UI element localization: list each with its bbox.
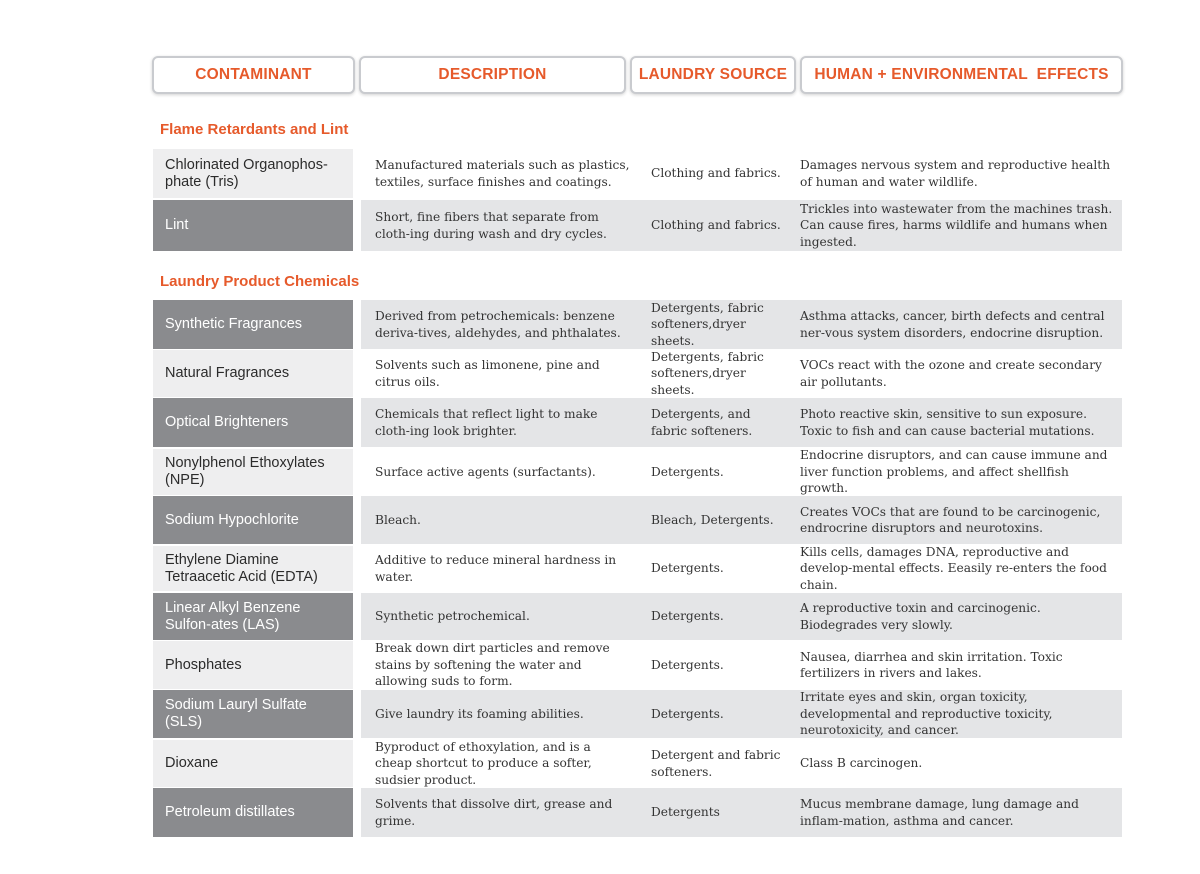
contaminant-name-text: Natural Fragrances	[165, 365, 290, 381]
effects-cell	[791, 398, 1122, 447]
description-cell-text: Solvents that dissolve dirt, grease and grime.	[375, 797, 613, 828]
description-cell-text: Short, fine fibers that separate from cloth-ing during wash and dry cycles.	[375, 210, 607, 241]
description-cell	[361, 740, 637, 787]
laundry-source-cell-text: Detergents.	[651, 561, 724, 576]
contaminant-name	[153, 740, 353, 787]
header-effects	[800, 56, 1123, 94]
description-cell	[361, 449, 637, 495]
laundry-source-cell-text: Detergents	[651, 805, 720, 820]
contaminant-name-text: Dioxane	[165, 755, 219, 771]
description-cell	[361, 149, 637, 198]
description-cell	[361, 593, 637, 640]
contaminant-name-text: Lint	[165, 217, 189, 233]
effects-cell-text: Damages nervous system and reproductive health of human and water wildlife.	[800, 158, 1111, 189]
contaminant-name	[153, 300, 353, 349]
contaminant-name	[153, 449, 353, 495]
laundry-source-cell	[642, 690, 792, 738]
section-title: Laundry Product Chemicals	[160, 273, 360, 290]
description-cell	[361, 350, 637, 397]
laundry-source-cell-text: Detergents.	[651, 706, 724, 721]
contaminant-name-text: Phosphates	[165, 656, 242, 673]
laundry-source-cell	[642, 788, 792, 837]
header-contaminant	[152, 56, 355, 94]
contaminant-name	[153, 788, 353, 837]
effects-cell	[791, 740, 1122, 787]
description-cell-text: Chemicals that reflect light to make cloth-ing look brighter.	[375, 407, 598, 438]
laundry-source-cell	[642, 350, 792, 397]
contaminant-name-text: Optical Brighteners	[165, 414, 289, 430]
effects-cell	[791, 200, 1122, 251]
header-laundry-source	[630, 56, 796, 94]
contaminant-name-text: Synthetic Fragrances	[165, 316, 303, 332]
description-cell	[361, 398, 637, 447]
laundry-source-cell	[642, 740, 792, 787]
section-title: Flame Retardants and Lint	[160, 121, 349, 138]
description-cell	[361, 690, 637, 738]
description-cell	[361, 546, 637, 591]
effects-cell	[791, 449, 1122, 495]
effects-cell	[791, 546, 1122, 591]
effects-cell	[791, 300, 1122, 349]
description-cell	[361, 200, 637, 251]
laundry-source-cell-text: Detergents, fabric softeners,dryer sheets.	[651, 300, 764, 348]
description-cell-text: Manufactured materials such as plastics, textiles, surface finishes and coatings.	[375, 158, 630, 189]
effects-cell	[791, 496, 1122, 544]
contaminant-name-text: Sodium Lauryl Sulfate (SLS)	[165, 697, 307, 730]
laundry-source-cell-text: Detergents, fabric softeners,dryer sheets.	[651, 349, 764, 397]
laundry-source-cell-text: Bleach, Detergents.	[651, 512, 774, 527]
header-effects-label: HUMAN + ENVIRONMENTAL EFFECTS	[814, 66, 1109, 83]
contaminant-name-text: Sodium Hypochlorite	[165, 511, 299, 528]
effects-cell-text: Photo reactive skin, sensitive to sun exposure. Toxic to fish and can cause bacterial mutations.	[800, 407, 1095, 438]
laundry-source-cell	[642, 300, 792, 349]
description-cell-text: Surface active agents (surfactants).	[375, 464, 596, 479]
contaminant-name	[153, 350, 353, 397]
effects-cell-text: Mucus membrane damage, lung damage and inflam-mation, asthma and cancer.	[800, 797, 1079, 828]
laundry-source-cell-text: Detergents.	[651, 464, 724, 479]
effects-cell	[791, 350, 1122, 397]
header-description-label: DESCRIPTION	[438, 66, 547, 83]
effects-cell-text: Nausea, diarrhea and skin irritation. Toxic fertilizers in rivers and lakes.	[800, 649, 1063, 680]
effects-cell-text: Endocrine disruptors, and can cause immune and liver function problems, and affect shellfish growth.	[800, 448, 1108, 496]
header-laundry-source-label: LAUNDRY SOURCE	[638, 66, 788, 83]
description-cell-text: Derived from petrochemicals: benzene deriva-tives, aldehydes, and phthalates.	[375, 309, 621, 340]
contaminant-name	[153, 149, 353, 198]
header-description	[359, 56, 626, 94]
description-cell-text: Solvents such as limonene, pine and citrus oils.	[375, 358, 600, 389]
effects-cell-text: Trickles into wastewater from the machines trash. Can cause fires, harms wildlife and humans when ingested.	[800, 201, 1113, 249]
description-cell-text: Synthetic petrochemical.	[375, 609, 530, 624]
contaminant-name	[153, 593, 353, 640]
laundry-source-cell-text: Detergents.	[651, 609, 724, 624]
effects-cell	[791, 641, 1122, 689]
effects-cell-text: Class B carcinogen.	[800, 756, 923, 771]
laundry-source-cell-text: Clothing and fabrics.	[651, 166, 781, 181]
contaminant-name-text: Chlorinated Organophos- phate (Tris)	[165, 156, 328, 190]
laundry-source-cell-text: Detergents.	[651, 657, 724, 672]
laundry-source-cell	[642, 149, 792, 198]
contaminant-name-text: Nonylphenol Ethoxylates (NPE)	[165, 455, 325, 488]
effects-cell	[791, 593, 1122, 640]
laundry-source-cell	[642, 546, 792, 591]
contaminant-name	[153, 690, 353, 738]
effects-cell	[791, 788, 1122, 837]
effects-cell-text: Asthma attacks, cancer, birth defects and central ner-vous system disorders, endocrine disruption.	[800, 309, 1105, 340]
contaminant-name-text: Linear Alkyl Benzene Sulfon-ates (LAS)	[165, 599, 301, 633]
description-cell-text: Bleach.	[375, 512, 421, 527]
laundry-source-cell	[642, 398, 792, 447]
laundry-source-cell	[642, 449, 792, 495]
description-cell-text: Byproduct of ethoxylation, and is a cheap shortcut to produce a softer, sudsier product.	[375, 739, 592, 787]
description-cell-text: Break down dirt particles and remove stains by softening the water and allowing suds to form.	[375, 641, 610, 689]
laundry-source-cell	[642, 200, 792, 251]
description-cell-text: Additive to reduce mineral hardness in water.	[375, 553, 617, 584]
description-cell	[361, 300, 637, 349]
contaminant-name	[153, 398, 353, 447]
contaminant-name	[153, 200, 353, 251]
effects-cell	[791, 690, 1122, 738]
description-cell	[361, 788, 637, 837]
contaminant-name-text: Petroleum distillates	[165, 804, 295, 820]
effects-cell-text: Kills cells, damages DNA, reproductive and develop-mental effects. Eeasily re-enters the food chain.	[800, 544, 1107, 592]
laundry-source-cell	[642, 496, 792, 544]
laundry-source-cell-text: Clothing and fabrics.	[651, 218, 781, 233]
description-cell	[361, 496, 637, 544]
contaminant-name	[153, 496, 353, 544]
laundry-source-cell	[642, 593, 792, 640]
contaminant-name	[153, 641, 353, 689]
laundry-source-cell-text: Detergents, and fabric softeners.	[651, 407, 753, 438]
header-contaminant-label: CONTAMINANT	[195, 66, 312, 83]
effects-cell	[791, 149, 1122, 198]
effects-cell-text: VOCs react with the ozone and create secondary air pollutants.	[800, 358, 1102, 389]
contaminant-name	[153, 546, 353, 591]
effects-cell-text: A reproductive toxin and carcinogenic. Biodegrades very slowly.	[800, 601, 1041, 632]
contaminant-name-text: Ethylene Diamine Tetraacetic Acid (EDTA)	[165, 551, 318, 585]
effects-cell-text: Creates VOCs that are found to be carcinogenic, endrocrine disruptors and neurotoxins.	[800, 504, 1101, 535]
effects-cell-text: Irritate eyes and skin, organ toxicity, developmental and reproductive toxicity, neurotoxicity, and cancer.	[800, 690, 1053, 738]
description-cell-text: Give laundry its foaming abilities.	[375, 706, 584, 721]
laundry-source-cell-text: Detergent and fabric softeners.	[651, 748, 781, 779]
description-cell	[361, 641, 637, 689]
laundry-source-cell	[642, 641, 792, 689]
